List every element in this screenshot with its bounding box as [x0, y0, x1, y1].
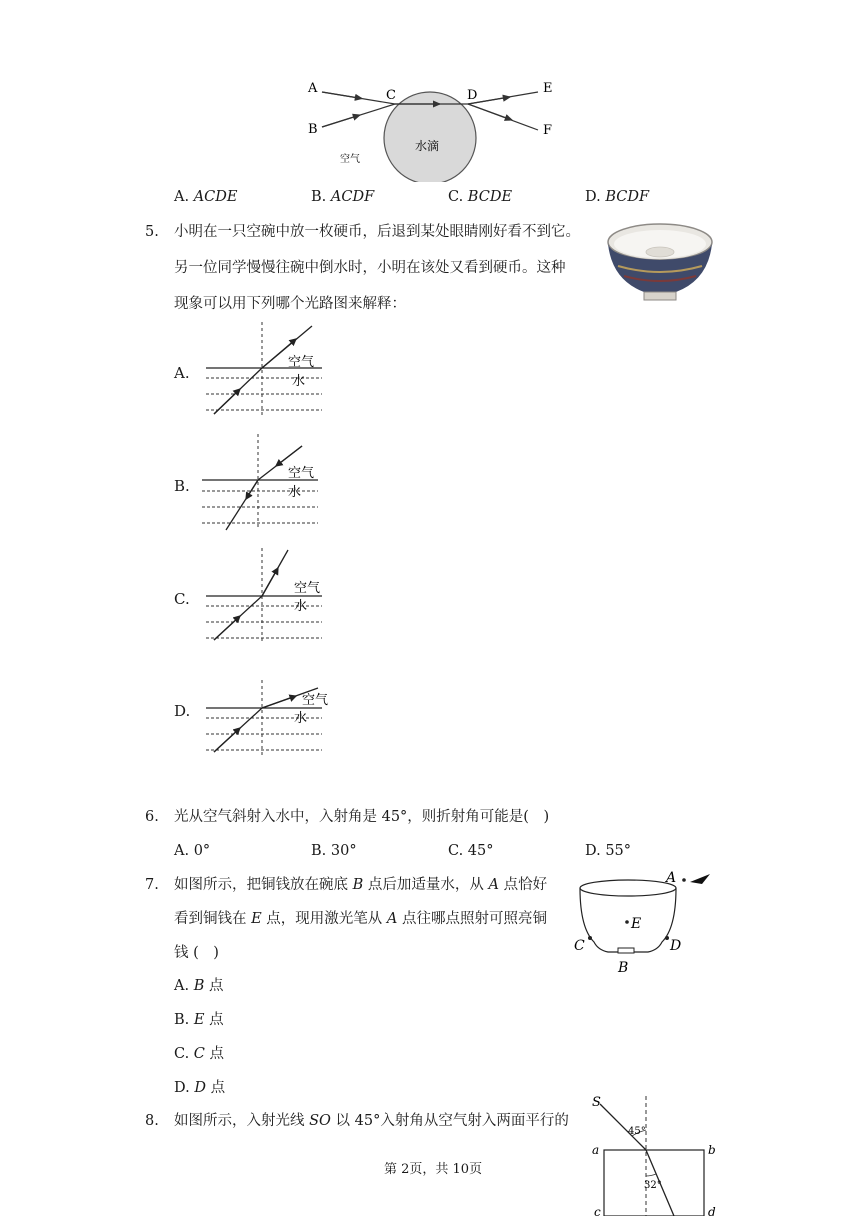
q4-option-b[interactable]: B. ACDF [311, 189, 375, 205]
label-D: D [467, 88, 478, 103]
q6-number: 6. [145, 809, 159, 825]
q7-option-a[interactable]: A. B 点 [174, 978, 224, 994]
label-air: 空气 [294, 581, 321, 596]
label-drop: 水滴 [415, 139, 440, 153]
q6-text: 光从空气斜射入水中，入射角是 45°，则折射角可能是( ) [174, 809, 550, 825]
q8-text: 如图所示，入射光线 SO 以 45°入射角从空气射入两面平行的 [174, 1113, 569, 1129]
q6-option-d[interactable]: D. 55° [585, 843, 632, 859]
bowl-photo [604, 218, 716, 308]
label-air: 空气 [288, 466, 315, 481]
label-a: a [592, 1143, 600, 1157]
label-E: E [543, 81, 553, 96]
label-water: 水 [288, 485, 302, 500]
label-c: c [594, 1205, 601, 1216]
light-path-diagram-a [200, 318, 340, 420]
light-path-diagram-b [196, 430, 336, 534]
q7-line-1: 如图所示，把铜钱放在碗底 B 点后加适量水，从 A 点恰好 [174, 877, 548, 893]
q7-option-b[interactable]: B. E 点 [174, 1012, 224, 1028]
q5-option-b[interactable]: B. [174, 477, 190, 495]
q7-option-d[interactable]: D. D 点 [174, 1080, 226, 1096]
bowl-coin-figure [568, 866, 718, 978]
q5-line-3: 现象可以用下列哪个光路图来解释： [174, 296, 406, 312]
label-S: S [592, 1095, 601, 1110]
label-B: B [618, 960, 629, 976]
q8-number: 8. [145, 1113, 159, 1129]
label-A: A [308, 81, 318, 96]
label-angle-32: 32° [644, 1180, 662, 1191]
label-air: 空气 [302, 693, 329, 708]
q7-line-3: 钱 ( ) [174, 945, 219, 961]
label-air: 空气 [288, 355, 315, 370]
label-water: 水 [292, 374, 306, 389]
q6-option-c[interactable]: C. 45° [448, 843, 494, 859]
water-drop-figure [300, 72, 570, 182]
q5-option-a[interactable]: A. [174, 364, 190, 382]
label-water: 水 [294, 599, 308, 614]
q5-number: 5. [145, 224, 159, 240]
label-A: A [666, 870, 677, 886]
q4-option-d[interactable]: D. BCDF [585, 189, 650, 205]
label-D: D [670, 938, 682, 954]
label-F: F [543, 123, 553, 138]
label-C: C [386, 88, 396, 103]
q4-option-c[interactable]: C. BCDE [448, 189, 513, 205]
label-water: 水 [294, 711, 308, 726]
label-b: b [708, 1143, 716, 1157]
label-B: B [308, 122, 318, 137]
q4-option-a[interactable]: A. ACDE [174, 189, 238, 205]
light-path-diagram-c [200, 544, 340, 648]
q5-line-2: 另一位同学慢慢往碗中倒水时，小明在该处又看到硬币。这种 [174, 260, 566, 276]
label-C: C [574, 938, 585, 954]
label-d: d [708, 1205, 716, 1216]
q7-number: 7. [145, 877, 159, 893]
light-path-diagram-d [200, 656, 340, 760]
q6-option-a[interactable]: A. 0° [174, 843, 211, 859]
page-footer: 第 2页，共 10页 [384, 1162, 483, 1177]
q7-option-c[interactable]: C. C 点 [174, 1046, 225, 1062]
label-angle-45: 45° [628, 1126, 646, 1137]
q5-option-c[interactable]: C. [174, 590, 190, 608]
glass-block-figure [588, 1092, 724, 1216]
q5-option-d[interactable]: D. [174, 702, 191, 720]
q7-line-2: 看到铜钱在 E 点，现用激光笔从 A 点往哪点照射可照亮铜 [174, 911, 548, 927]
label-air: 空气 [340, 154, 360, 165]
q6-option-b[interactable]: B. 30° [311, 843, 357, 859]
label-E: E [631, 916, 642, 932]
q5-line-1: 小明在一只空碗中放一枚硬币，后退到某处眼睛刚好看不到它。 [174, 224, 580, 240]
